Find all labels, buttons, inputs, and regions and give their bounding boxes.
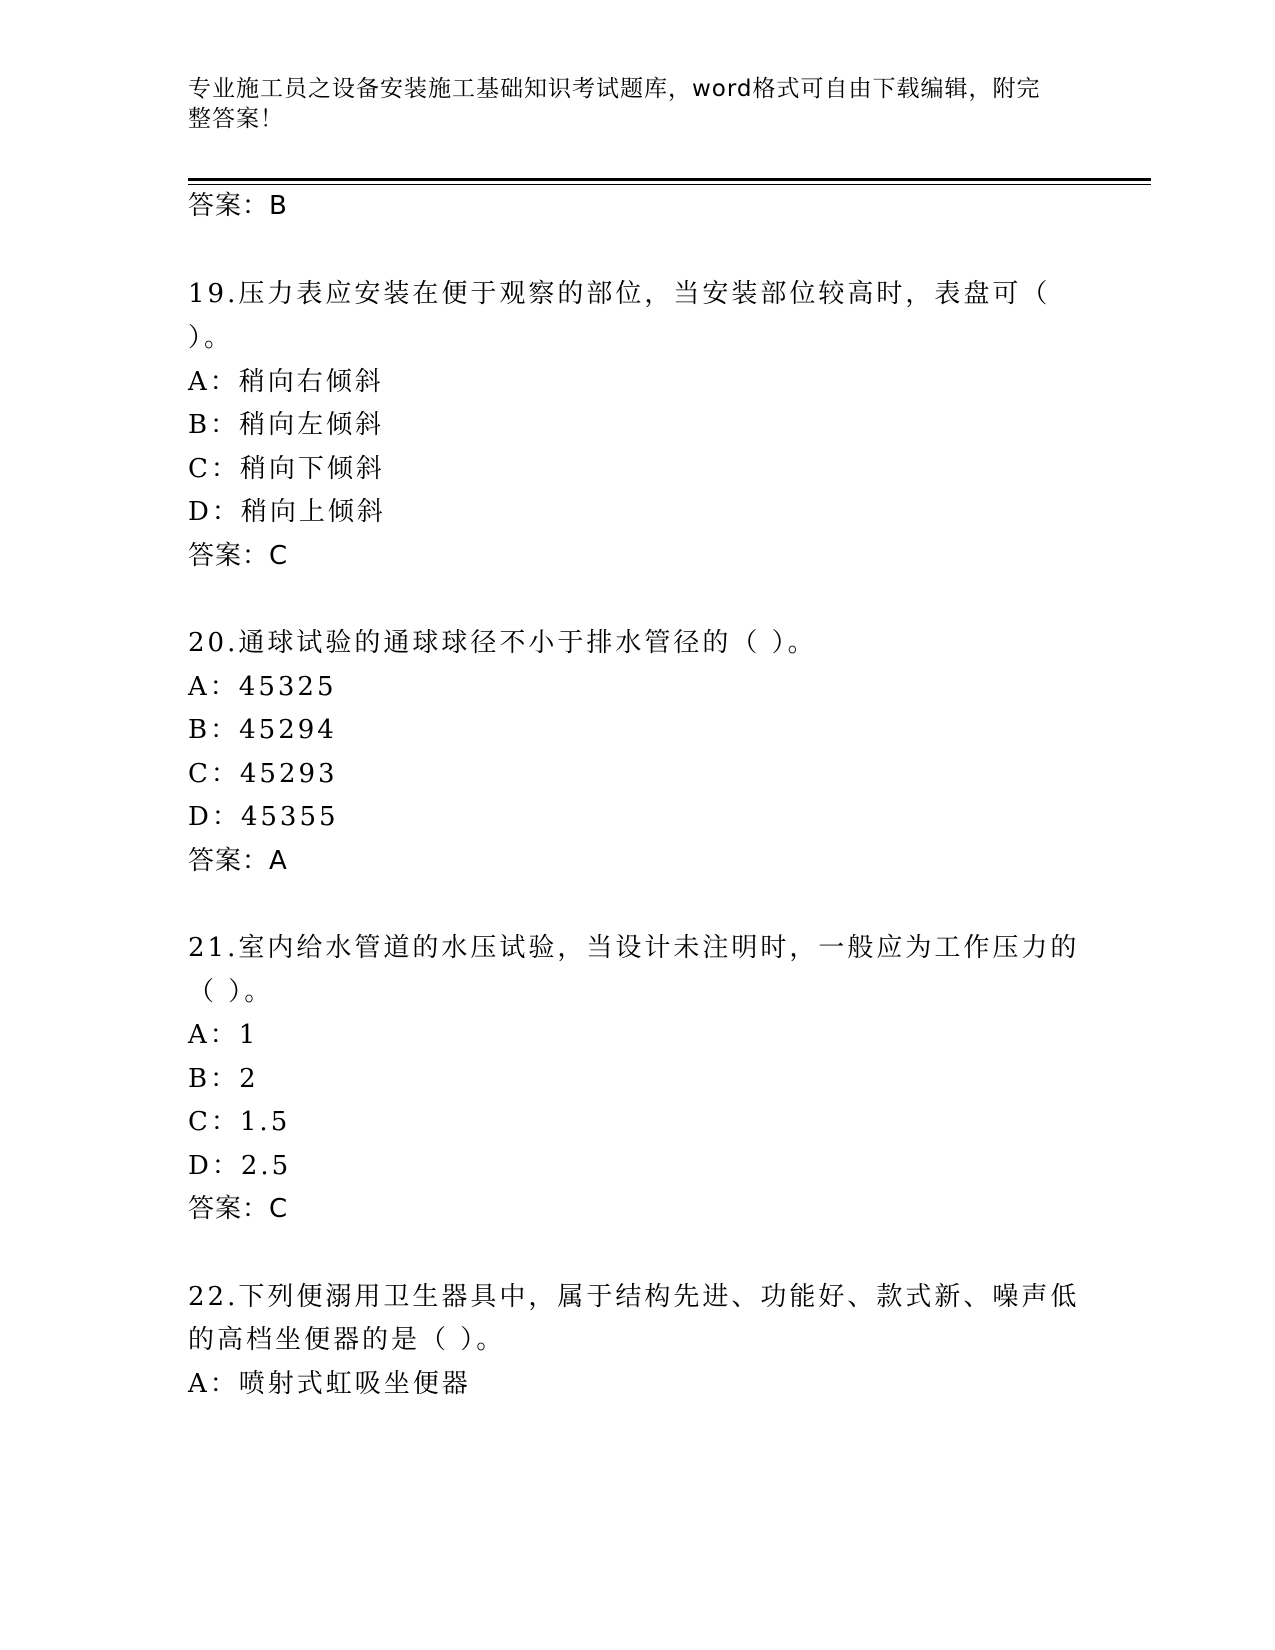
- question-22-stem-line-1: 22.下列便溺用卫生器具中，属于结构先进、功能好、款式新、噪声低: [188, 1282, 1080, 1312]
- question-19-option-b: B：稍向左倾斜: [188, 410, 385, 440]
- header-line-1: 专业施工员之设备安装施工基础知识考试题库，word格式可自由下载编辑，附完: [188, 76, 1041, 102]
- question-21-stem-line-1: 21.室内给水管道的水压试验，当设计未注明时，一般应为工作压力的: [188, 933, 1080, 963]
- question-20-option-a: A：45325: [188, 672, 337, 702]
- question-20-option-d: D：45355: [188, 802, 339, 832]
- question-20-option-c: C：45293: [188, 759, 338, 789]
- question-21-stem-line-2: （ ）。: [188, 977, 274, 1007]
- question-19-stem-line-2: ）。: [188, 323, 234, 353]
- question-20-stem-line-1: 20.通球试验的通球球径不小于排水管径的（ ）。: [188, 628, 817, 658]
- question-21-option-d: D：2.5: [188, 1151, 292, 1181]
- header-divider-thick: [188, 178, 1151, 181]
- question-19-option-d: D：稍向上倾斜: [188, 497, 386, 527]
- question-22-stem-line-2: 的高档坐便器的是（ ）。: [188, 1325, 506, 1355]
- question-21-option-a: A：1: [188, 1020, 259, 1050]
- document-header: [188, 74, 1068, 134]
- header-divider-thin: [188, 184, 1151, 185]
- question-19-answer: 答案：C: [188, 541, 289, 571]
- question-21-option-c: C：1.5: [188, 1107, 291, 1137]
- question-22-option-a: A：喷射式虹吸坐便器: [188, 1369, 471, 1399]
- answer-line: 答案：B: [188, 191, 288, 221]
- question-19-stem-line-1: 19.压力表应安装在便于观察的部位，当安装部位较高时，表盘可（: [188, 279, 1051, 309]
- question-19-option-c: C：稍向下倾斜: [188, 454, 385, 484]
- question-20-answer: 答案：A: [188, 846, 288, 876]
- header-line-2: 整答案！: [188, 106, 284, 132]
- question-21-option-b: B：2: [188, 1064, 259, 1094]
- question-20-option-b: B：45294: [188, 715, 337, 745]
- question-21-answer: 答案：C: [188, 1194, 289, 1224]
- question-19-option-a: A：稍向右倾斜: [188, 367, 384, 397]
